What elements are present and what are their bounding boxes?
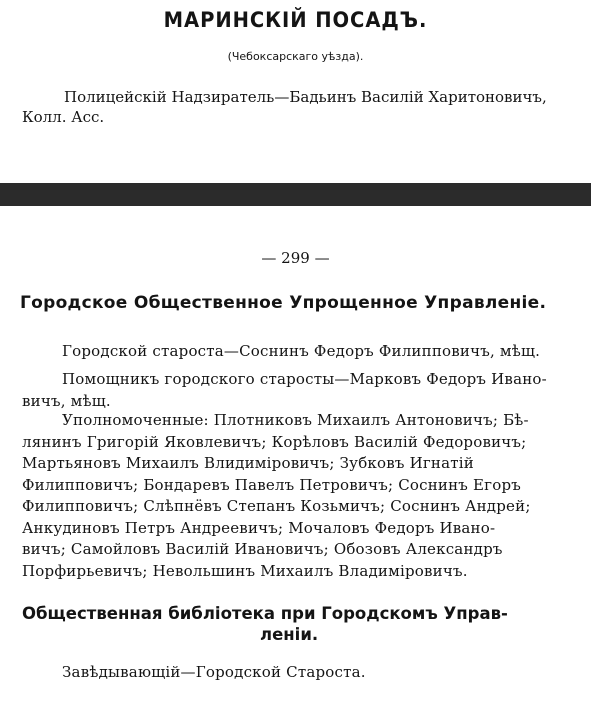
assistant-headman-line-1: Помощникъ городского старосты—Марковъ Федоръ Ивано- — [62, 370, 547, 388]
police-officer-line: Полицейскій Надзиратель—Бадьинъ Василій Харитоновичъ, — [64, 88, 547, 106]
delegates-line: лянинъ Григорій Яковлевичъ; Корѣловъ Василій Федоровичъ; — [22, 432, 527, 451]
delegates-line: Мартьяновъ Михаилъ Влидиміровичъ; Зубковъ Игнатій — [22, 454, 474, 472]
library-manager-line: Завѣдывающій—Городской Староста. — [62, 663, 366, 681]
delegates-line: Филипповичъ; Слѣпнёвъ Степанъ Козьмичъ; Соснинъ Андрей; — [22, 497, 531, 515]
section-heading-library-cont: леніи. — [260, 625, 319, 644]
delegates-line: Порфирьевичъ; Невольшинъ Михаилъ Владиміровичъ. — [22, 561, 468, 580]
page-gutter-divider — [0, 183, 591, 206]
delegates-line: Анкудиновъ Петръ Андреевичъ; Мочаловъ Федоръ Ивано- — [22, 518, 496, 537]
page-subtitle: (Чебоксарскаго уѣзда). — [227, 50, 364, 63]
town-headman-line: Городской староста—Соснинъ Федоръ Филипповичъ, мѣщ. — [62, 342, 541, 360]
assistant-headman-line-2: вичъ, мѣщ. — [22, 392, 111, 410]
delegates-line: Уполномоченные: Плотниковъ Михаилъ Антоновичъ; Бѣ- — [62, 411, 529, 429]
delegates-line: вичъ; Самойловъ Василій Ивановичъ; Обозовъ Александръ — [22, 540, 503, 558]
section-heading-library: Общественная библіотека при Городскомъ Управ- — [22, 604, 508, 623]
page-number: — 299 — — [261, 249, 330, 267]
section-heading-town-council: Городское Общественное Упрощенное Управленіе. — [20, 293, 547, 313]
delegates-paragraph — [22, 410, 531, 582]
delegates-line: Филипповичъ; Бондаревъ Павелъ Петровичъ; Соснинъ Егоръ — [22, 475, 521, 494]
page-title: МАРИНСКІЙ ПОСАДЪ. — [163, 8, 428, 32]
police-officer-rank: Колл. Асс. — [22, 108, 105, 126]
